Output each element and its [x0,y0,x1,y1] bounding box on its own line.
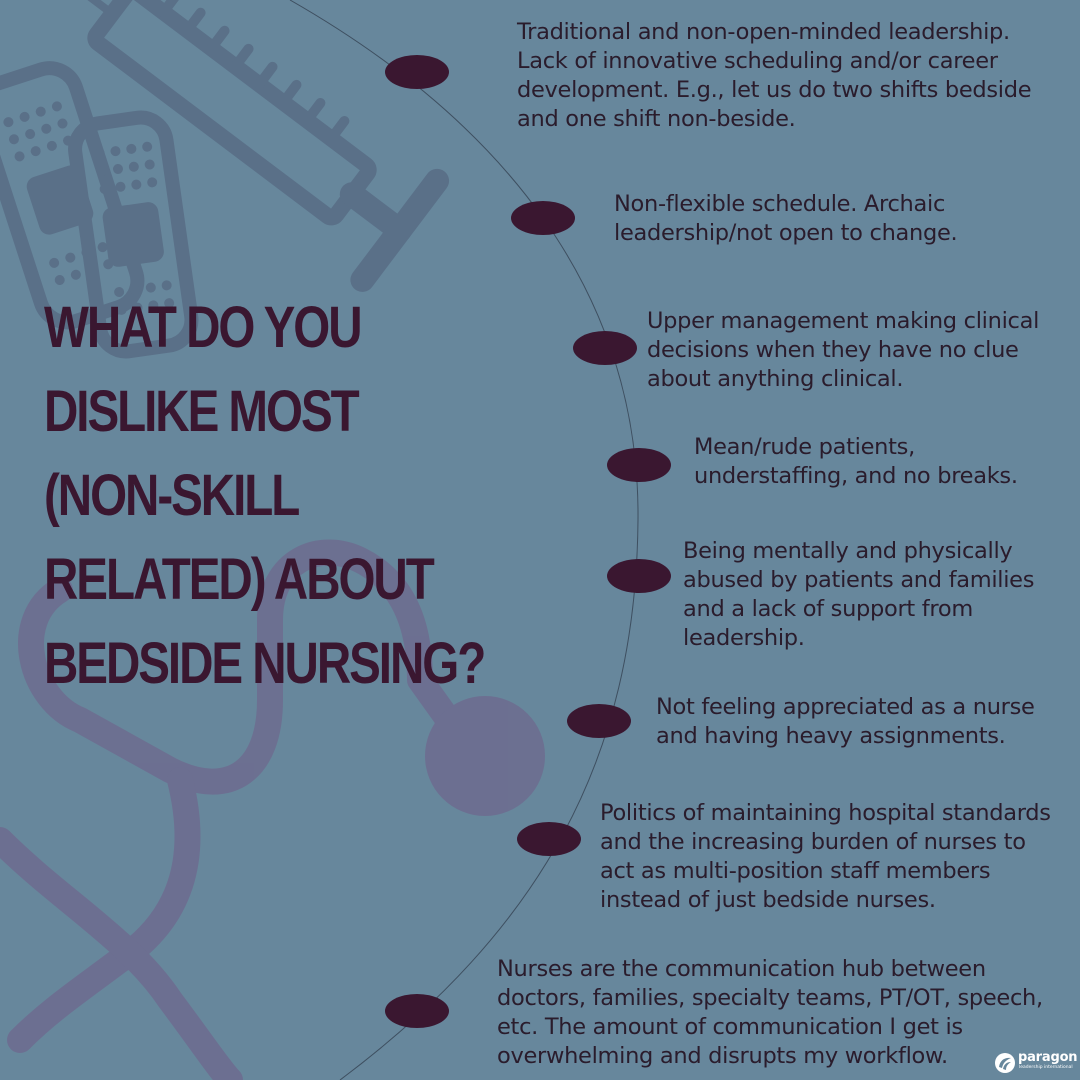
response-text: Mean/rude patients, understaffing, and no breaks. [694,434,1018,489]
paragon-logo [994,1050,1078,1078]
response-text: Not feeling appreciated as a nurse and having heavy assignments. [656,694,1035,749]
response-text: Politics of maintaining hospital standards and the increasing burden of nurses to act as multi-position staff members instead of just bedside nurses. [600,800,1051,913]
headline-line: BEDSIDE NURSING? [44,631,485,696]
paragon-logo-icon [994,1052,1016,1074]
timeline-dot [607,448,671,482]
timeline-dot [567,704,631,738]
timeline-dot [607,559,671,593]
headline-line: RELATED) ABOUT [44,547,433,612]
timeline-dot [573,331,637,365]
timeline-dot [385,994,449,1028]
response-text: Traditional and non-open-minded leadership. Lack of innovative scheduling and/or career development. E.g., let us do two shifts bedside and one shift non-beside. [517,19,1032,132]
response-text: Nurses are the communication hub between doctors, families, specialty teams, PT/OT, speech, etc. The amount of communication I get is overwhelming and disrupts my workflow. [497,956,1043,1069]
logo-name: paragon [1018,1050,1078,1065]
timeline-dot [511,201,575,235]
timeline-dot [385,55,449,89]
logo-tagline: leadership international [1019,1065,1073,1070]
response-text: Upper management making clinical decisions when they have no clue about anything clinical. [647,308,1040,392]
headline-line: (NON-SKILL [44,463,299,528]
headline-line: WHAT DO YOU [44,295,361,360]
headline-line: DISLIKE MOST [44,379,358,444]
response-text: Non-flexible schedule. Archaic leadership/not open to change. [614,191,958,246]
headline [44,286,485,706]
response-text: Being mentally and physically abused by patients and families and a lack of support from leadership. [683,538,1035,651]
timeline-dot [517,822,581,856]
